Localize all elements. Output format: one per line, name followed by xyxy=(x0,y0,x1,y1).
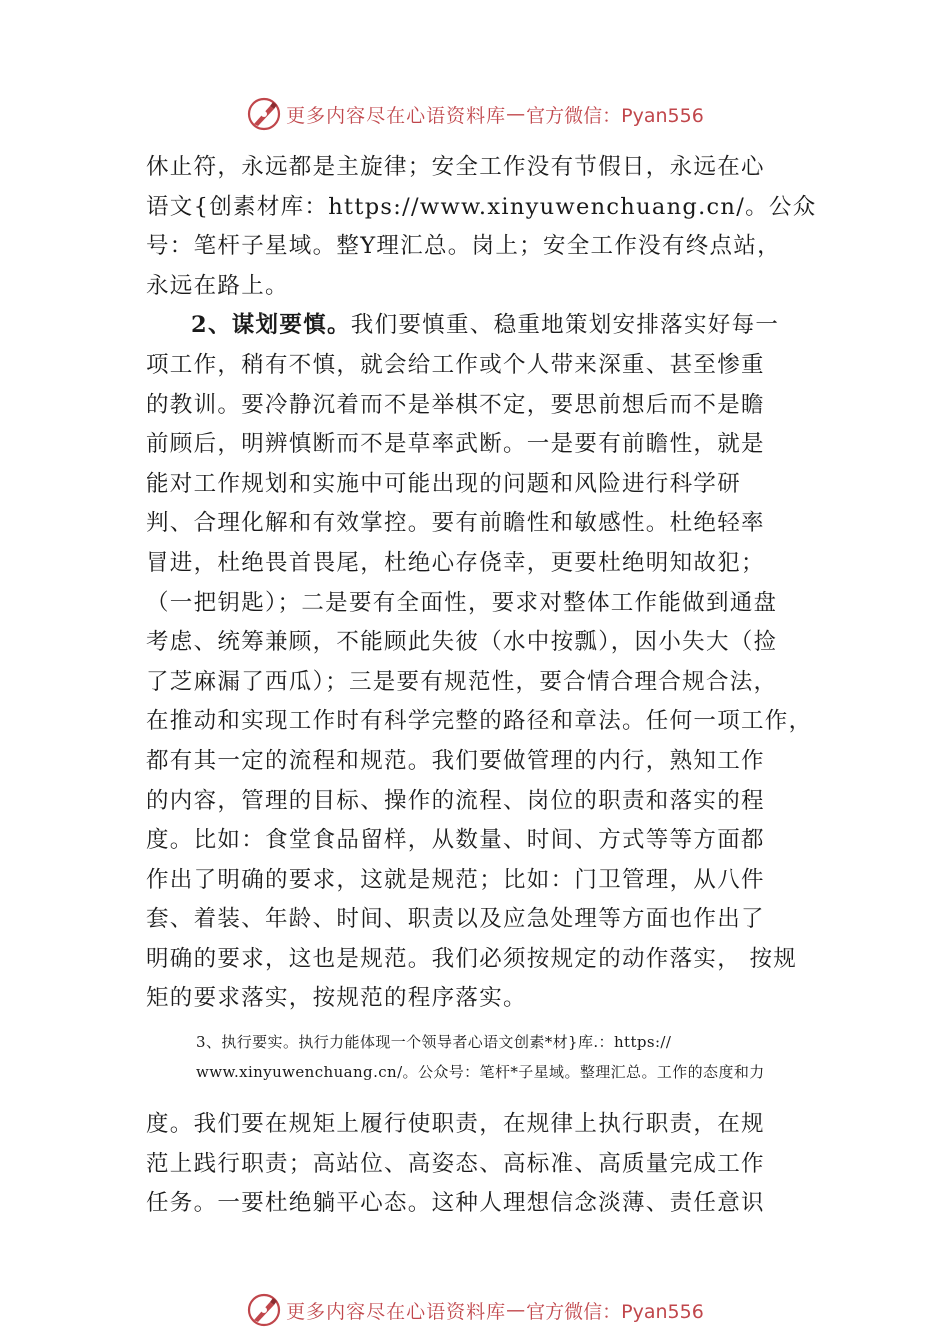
text-line: 冒进，杜绝畏首畏尾，杜绝心存侥幸，更要杜绝明知故犯； xyxy=(146,549,765,576)
text-line: 作出了明确的要求，这就是规范；比如：门卫管理，从八件 xyxy=(146,866,765,893)
banner-title: 更多内容尽在心语资料库 xyxy=(286,1300,507,1323)
text-line: 矩的要求落实，按规范的程序落实。 xyxy=(146,985,527,1012)
text-line: 永远在路上。 xyxy=(146,272,289,299)
text-line: 了芝麻漏了西瓜）；三是要有规范性，要合情合理合规合法， xyxy=(146,668,778,695)
text-line: 前顾后，明辨慎断而不是草率武断。一是要有前瞻性，就是 xyxy=(146,431,765,458)
text-line: 的内容，管理的目标、操作的流程、岗位的职责和落实的程 xyxy=(146,787,765,814)
text-line: 判、合理化解和有效掌控。要有前瞻性和敏感性。杜绝轻率 xyxy=(146,510,765,537)
text-line: （一把钥匙）；二是要有全面性，要求对整体工作能做到通盘 xyxy=(146,589,778,616)
banner-dash: — xyxy=(506,103,527,125)
pen-logo-icon xyxy=(246,1292,282,1328)
text-line: 度。比如：食堂食品留样，从数量、时间、方式等等方面都 xyxy=(146,827,765,854)
section-2-first-line-text: 我们要慎重、稳重地策划安排落实好每一 xyxy=(350,312,780,339)
text-line: 号：笔杆子星域。整Y理汇总。岗上；安全工作没有终点站， xyxy=(146,233,781,260)
banner-title: 更多内容尽在心语资料库 xyxy=(286,104,507,127)
text-line: 项工作，稍有不慎，就会给工作或个人带来深重、甚至惨重 xyxy=(146,351,765,378)
text-line: 套、着装、年龄、时间、职责以及应急处理等方面也作出了 xyxy=(146,906,765,933)
text-line: 能对工作规划和实施中可能出现的问题和风险进行科学研 xyxy=(146,470,742,497)
text-line: 度。我们要在规矩上履行使职责，在规律上执行职责，在规 xyxy=(146,1111,765,1138)
document-body xyxy=(146,148,826,1224)
section-2-heading: 2、谋划要慎。 xyxy=(191,312,351,339)
text-line: 都有其一定的流程和规范。我们要做管理的内行，熟知工作 xyxy=(146,747,765,774)
text-line: 休止符，永远都是主旋律；安全工作没有节假日，永远在心 xyxy=(146,154,765,180)
text-line: 任务。一要杜绝躺平心态。这种人理想信念淡薄、责任意识 xyxy=(146,1190,765,1217)
text-line: 考虑、统筹兼顾，不能顾此失彼（水中按瓢），因小失大（捡 xyxy=(146,629,778,656)
pen-logo-icon xyxy=(246,96,282,132)
text-line: 在推动和实现工作时有科学完整的路径和章法。任何一项工作， xyxy=(146,708,813,735)
section-3-small-line: 3、执行要实。执行力能体现一个领导者心语文创素*材}库.：https:// xyxy=(196,1033,672,1052)
banner-dash: — xyxy=(506,1299,527,1321)
section-2-first-line xyxy=(146,306,826,346)
text-line: 的教训。要冷静沉着而不是举棋不定，要思前想后而不是瞻 xyxy=(146,391,765,418)
banner-wechat: 官方微信：Pyan556 xyxy=(526,104,704,127)
header-banner xyxy=(0,94,950,134)
section-3-small-line: www.xinyuwenchuang.cn/。公众号：笔杆*子星域。整理汇总。工作的态度和力 xyxy=(196,1063,765,1082)
text-line: 明确的要求，这也是规范。我们必须按规定的动作落实， 按规 xyxy=(146,945,798,972)
footer-banner xyxy=(0,1290,950,1330)
text-line: 语文{创素材库：https://www.xinyuwenchuang.cn/。公众 xyxy=(146,193,817,220)
text-line: 范上践行职责；高站位、高姿态、高标准、高质量完成工作 xyxy=(146,1150,765,1177)
banner-wechat: 官方微信：Pyan556 xyxy=(526,1300,704,1323)
